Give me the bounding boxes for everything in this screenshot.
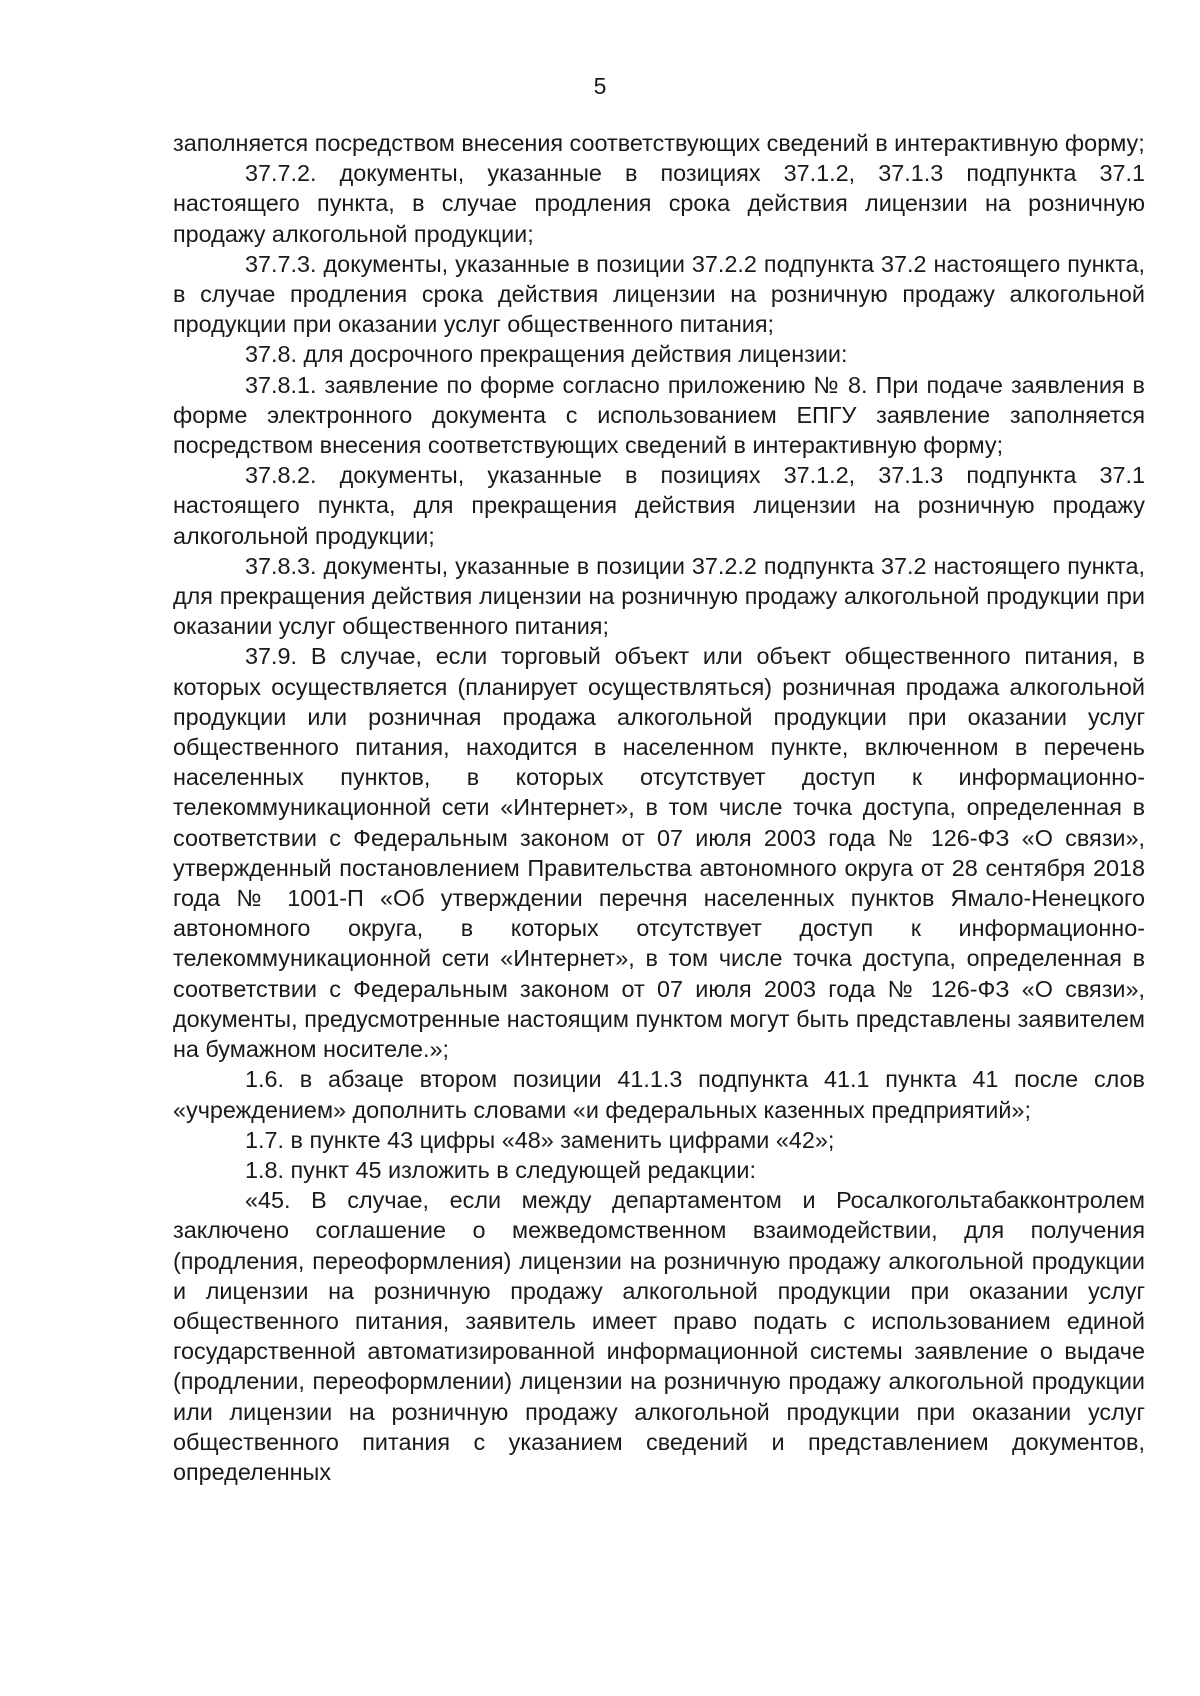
paragraph-1-7: 1.7. в пункте 43 цифры «48» заменить цифрами «42»; (245, 1126, 835, 1153)
page-number: 5 (593, 73, 607, 99)
paragraph-37-9: 37.9. В случае, если торговый объект или объект общественного питания, в которых осуществляется (планирует осуществляться) розничная продажа алкогольной продукции или розничная продажа алкогольной продукции при оказании услуг общественного питания, находится в населенном пункте, включенном в перечень населенных пунктов, в которых отсутствует доступ к информационно-телекоммуникационной сети «Интернет», в том числе точка доступа, определенная в соответствии с Федеральным законом от 07 июля 2003 года № 126-ФЗ «О связи», утвержденный постановлением Правительства автономного округа от 28 сентября 2018 года № 1001-П «Об утверждении перечня населенных пунктов Ямало-Ненецкого автономного округа, в которых отсутствует доступ к информационно-телекоммуникационной сети «Интернет», в том числе точка доступа, определенная в соответствии с Федеральным законом от 07 июля 2003 года № 126-ФЗ «О связи», документы, предусмотренные настоящим пунктом могут быть представлены заявителем на бумажном носителе.»; (173, 643, 1145, 1063)
document-body (173, 128, 1145, 1487)
paragraph-37-8-2: 37.8.2. документы, указанные в позициях 37.1.2, 37.1.3 подпункта 37.1 настоящего пункта, для прекращения действия лицензии на розничную продажу алкогольной продукции; (173, 462, 1145, 549)
paragraph-37-8-3: 37.8.3. документы, указанные в позиции 37.2.2 подпункта 37.2 настоящего пункта, для прекращения действия лицензии на розничную продажу алкогольной продукции при оказании услуг общественного питания; (173, 552, 1145, 640)
paragraph-37-8-1: 37.8.1. заявление по форме согласно приложению № 8. При подаче заявления в форме электронного документа с использованием ЕПГУ заявление заполняется посредством внесения соответствующих сведений в интерактивную форму; (173, 371, 1145, 459)
paragraph-37-7-2: 37.7.2. документы, указанные в позициях 37.1.2, 37.1.3 подпункта 37.1 настоящего пункта, в случае продления срока действия лицензии на розничную продажу алкогольной продукции; (173, 160, 1145, 247)
paragraph-1-6: 1.6. в абзаце втором позиции 41.1.3 подпункта 41.1 пункта 41 после слов «учреждением» дополнить словами «и федеральных казенных предприятий»; (173, 1066, 1145, 1123)
paragraph-1-8: 1.8. пункт 45 изложить в следующей редакции: (245, 1156, 756, 1183)
paragraph-continuation: заполняется посредством внесения соответствующих сведений в интерактивную форму; (173, 130, 1145, 156)
paragraph-45: «45. В случае, если между департаментом и Росалкогольтабакконтролем заключено соглашение о межведомственном взаимодействии, для получения (продления, переоформления) лицензии на розничную продажу алкогольной продукции и лицензии на розничную продажу алкогольной продукции при оказании услуг общественного питания, заявитель имеет право подать с использованием единой государственной автоматизированной информационной системы заявление о выдаче (продлении, переоформлении) лицензии на розничную продажу алкогольной продукции или лицензии на розничную продажу алкогольной продукции при оказании услуг общественного питания с указанием сведений и представлением документов, определенных (173, 1187, 1145, 1485)
paragraph-37-8: 37.8. для досрочного прекращения действия лицензии: (245, 341, 848, 368)
paragraph-37-7-3: 37.7.3. документы, указанные в позиции 37.2.2 подпункта 37.2 настоящего пункта, в случае продления срока действия лицензии на розничную продажу алкогольной продукции при оказании услуг общественного питания; (173, 250, 1145, 338)
